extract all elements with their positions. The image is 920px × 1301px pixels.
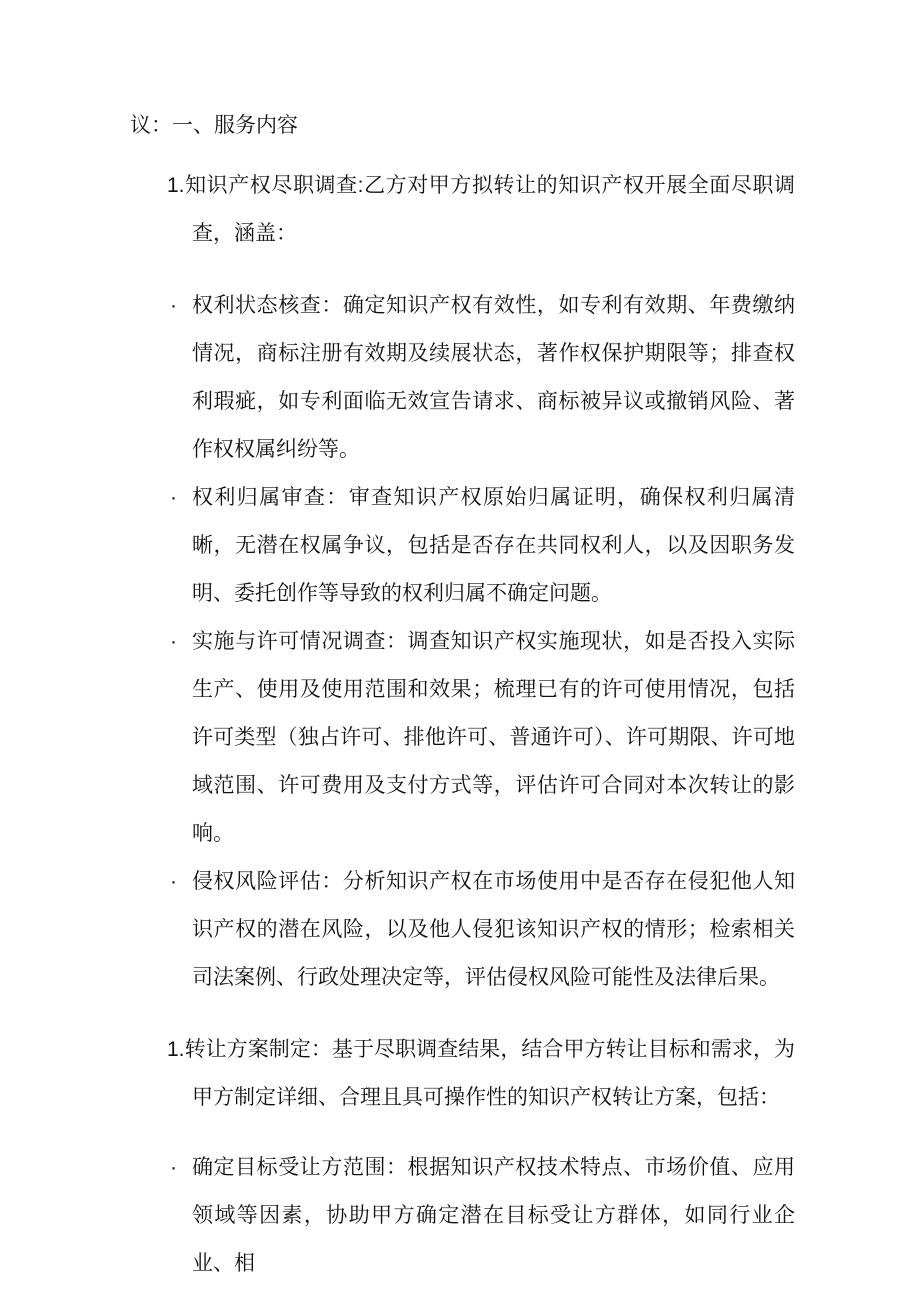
list-number: 1. bbox=[167, 1038, 185, 1061]
bullet-marker-icon: · bbox=[170, 630, 177, 653]
bullet-item-license-investigation bbox=[0, 618, 795, 858]
bullet-text: 确定目标受让方范围：根据知识产权技术特点、市场价值、应用领域等因素，协助甲方确定潜在目标受让方群体，如同行业企业、相 bbox=[192, 1156, 795, 1275]
numbered-paragraph-transfer-plan bbox=[0, 1026, 795, 1122]
bullet-marker-icon: · bbox=[170, 486, 177, 509]
bullet-marker-icon: · bbox=[170, 1156, 177, 1179]
due-diligence-bullet-list bbox=[0, 282, 795, 1002]
section-heading: 议：一、服务内容 bbox=[130, 114, 298, 137]
paragraph-text: 知识产权尽职调查:乙方对甲方拟转让的知识产权开展全面尽职调查，涵盖： bbox=[184, 174, 795, 245]
list-number: 1. bbox=[167, 174, 185, 197]
bullet-marker-icon: · bbox=[170, 294, 177, 317]
bullet-item-right-status-check bbox=[0, 282, 795, 474]
paragraph-text: 转让方案制定：基于尽职调查结果，结合甲方转让目标和需求，为甲方制定详细、合理且具可操作性的知识产权转让方案，包括： bbox=[184, 1038, 795, 1109]
bullet-text: 侵权风险评估：分析知识产权在市场使用中是否存在侵犯他人知识产权的潜在风险，以及他人侵犯该知识产权的情形；检索相关司法案例、行政处理决定等，评估侵权风险可能性及法律后果。 bbox=[192, 870, 795, 989]
bullet-item-ownership-review bbox=[0, 474, 795, 618]
bullet-text: 权利归属审查：审查知识产权原始归属证明，确保权利归属清晰，无潜在权属争议，包括是否存在共同权利人，以及因职务发明、委托创作等导致的权利归属不确定问题。 bbox=[192, 486, 795, 605]
bullet-item-infringement-risk bbox=[0, 858, 795, 1002]
transfer-plan-bullet-list bbox=[0, 1144, 795, 1288]
bullet-item-target-transferee-scope bbox=[0, 1144, 795, 1288]
bullet-text: 实施与许可情况调查：调查知识产权实施现状，如是否投入实际生产、使用及使用范围和效果；梳理已有的许可使用情况，包括许可类型（独占许可、排他许可、普通许可）、许可期限、许可地域范围、许可费用及支付方式等，评估许可合同对本次转让的影响。 bbox=[192, 630, 795, 845]
bullet-marker-icon: · bbox=[170, 870, 177, 893]
numbered-paragraph-due-diligence bbox=[0, 162, 795, 258]
bullet-text: 权利状态核查：确定知识产权有效性，如专利有效期、年费缴纳情况，商标注册有效期及续展状态，著作权保护期限等；排查权利瑕疵，如专利面临无效宣告请求、商标被异议或撤销风险、著作权权属纠纷等。 bbox=[192, 294, 795, 461]
